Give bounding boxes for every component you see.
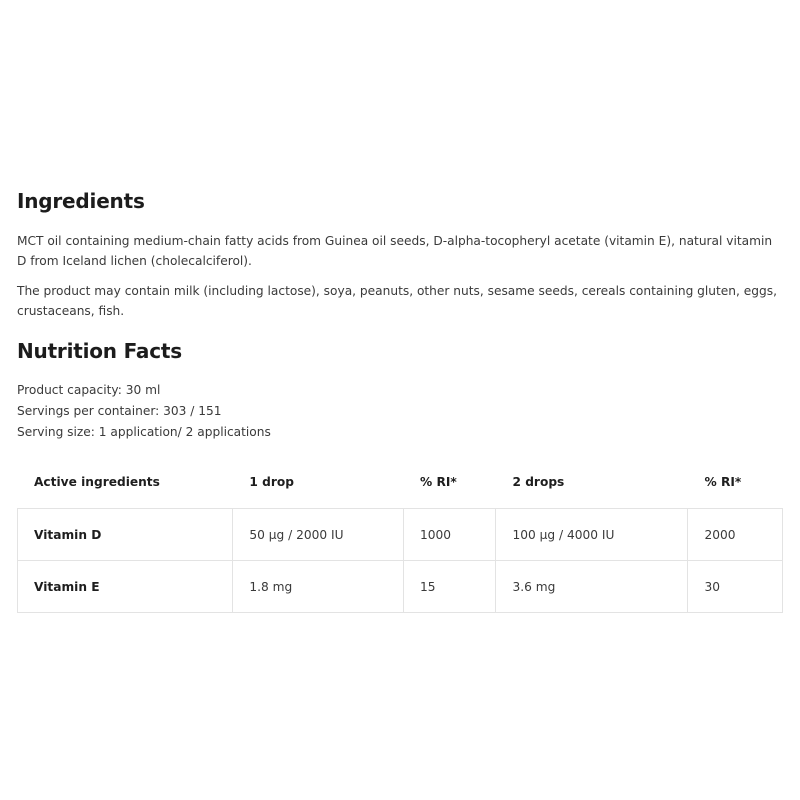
servings-per-container: Servings per container: 303 / 151 [17, 404, 222, 418]
allergen-paragraph: The product may contain milk (including lactose), soya, peanuts, other nuts, sesame seeds, cereals containing gluten, eggs, crustaceans, fish. [17, 284, 777, 318]
serving-size: Serving size: 1 application/ 2 applications [17, 425, 271, 439]
header-ri-2-drops: % RI* [688, 456, 783, 509]
amount-1-drop-cell: 50 µg / 2000 IU [233, 509, 404, 561]
ri-1-drop-cell: 15 [404, 561, 496, 613]
ingredient-name-cell: Vitamin D [18, 509, 233, 561]
ingredients-paragraph: MCT oil containing medium-chain fatty acids from Guinea oil seeds, D-alpha-tocopheryl acetate (vitamin E), natural vitamin D from Iceland lichen (cholecalciferol). [17, 234, 773, 268]
nutrition-table [17, 455, 783, 613]
ingredients-heading: Ingredients [17, 189, 145, 213]
ri-2-drops-cell: 30 [688, 561, 783, 613]
header-2-drops: 2 drops [496, 456, 688, 509]
table-header-row [18, 456, 783, 509]
amount-2-drops-cell: 100 µg / 4000 IU [496, 509, 688, 561]
header-ri-1-drop: % RI* [404, 456, 496, 509]
product-capacity: Product capacity: 30 ml [17, 383, 161, 397]
amount-2-drops-cell: 3.6 mg [496, 561, 688, 613]
amount-1-drop-cell: 1.8 mg [233, 561, 404, 613]
product-info-section [17, 186, 783, 613]
header-active-ingredients: Active ingredients [18, 456, 233, 509]
table-row [18, 561, 783, 613]
ingredient-name-cell: Vitamin E [18, 561, 233, 613]
ri-2-drops-cell: 2000 [688, 509, 783, 561]
ri-1-drop-cell: 1000 [404, 509, 496, 561]
table-row [18, 509, 783, 561]
nutrition-facts-heading: Nutrition Facts [17, 339, 182, 363]
header-1-drop: 1 drop [233, 456, 404, 509]
